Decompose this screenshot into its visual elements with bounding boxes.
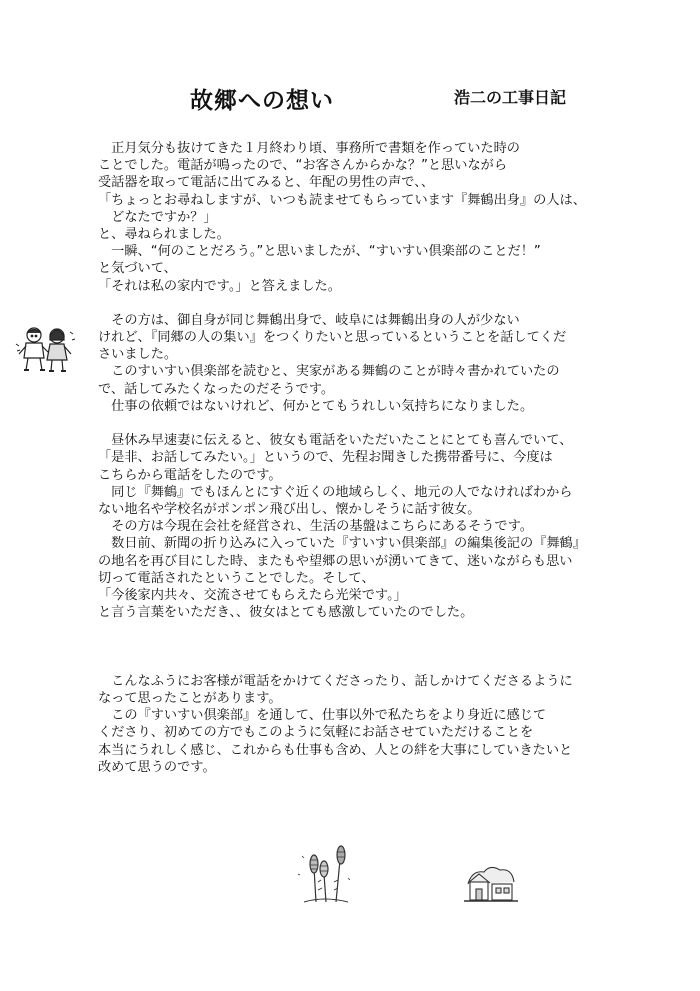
text-line: この『すいすい倶楽部』を通して、仕事以外で私たちをより身近に感じて (98, 708, 547, 724)
text-line: ことでした。電話が鳴ったので、“お客さんからかな？”と思いながら (98, 158, 508, 174)
text-line: こんなふうにお客様が電話をかけてくださったり、話しかけてくださるように (98, 673, 573, 689)
text-line: と、尋ねられました。 (98, 226, 230, 242)
text-line: 受話器を取って電話に出てみると、年配の男性の声で、、 (98, 175, 435, 191)
text-line: の地名を再び目にした時、またもや望郷の思いが湧いてきて、迷いながらも思い (98, 553, 573, 569)
text-line: 「ちょっとお尋ねしますが、いつも読ませてもらっています『舞鶴出身』の人は、 (98, 192, 586, 208)
text-line: で、話してみたくなったのだそうです。 (98, 381, 335, 397)
text-line: どなたですか？」 (98, 209, 217, 225)
paragraph-gap (98, 295, 698, 312)
paragraph-4 (98, 673, 698, 776)
paragraph-gap (98, 638, 698, 655)
text-line: このすいすい倶楽部を読むと、実家がある舞鶴のことが時々書かれていたの (98, 364, 560, 380)
text-line: 改めて思うのです。 (98, 759, 216, 775)
text-line: 一瞬、“何のことだろう。”と思いましたが、“すいすい倶楽部のことだ！” (98, 244, 541, 260)
children-walking-icon (14, 324, 76, 376)
paragraph-gap (98, 621, 698, 638)
article-body (98, 140, 698, 776)
text-line: その方は今現在会社を経営され、生活の基盤はこちらにあるそうです。 (98, 519, 533, 535)
text-line: 「是非、お話してみたい。」というので、先程お聞きした携帯番号に、今度は (98, 450, 553, 466)
text-line: なって思ったことがあります。 (98, 691, 282, 706)
text-line: と気づいて、 (98, 261, 177, 277)
horsetail-sprouts-icon (290, 838, 358, 906)
text-line: ない地名や学校名がポンポン飛び出し、懐かしそうに話す彼女。 (98, 501, 481, 517)
page-title: 故郷への想い (190, 88, 334, 114)
text-line: さいました。 (98, 347, 178, 363)
paragraph-2 (98, 312, 698, 415)
text-line: 同じ『舞鶴』でもほんとにすぐ近くの地域らしく、地元の人でなければわから (98, 484, 573, 500)
paragraph-3 (98, 432, 698, 621)
text-line: 仕事の依頼ではないけれど、何かとてもうれしい気持ちになりました。 (98, 398, 534, 414)
text-line: 昼休み早速妻に伝えると、彼女も電話をいただいたことにとても喜んでいて、 (98, 433, 573, 449)
text-line: くださり、初めての方でもこのように気軽にお話させていただけることを (98, 725, 534, 741)
column-name: 浩二の工事日記 (454, 88, 567, 107)
paragraph-gap (98, 415, 698, 432)
text-line: 数日前、新聞の折り込みに入っていた『すいすい倶楽部』の編集後記の『舞鶴』 (98, 536, 586, 552)
text-line: と言う言葉をいただき、、彼女はとても感激していたのでした。 (98, 605, 474, 621)
paragraph-1 (98, 140, 698, 295)
text-line: その方は、御自身が同じ舞鶴出身で、岐阜には舞鶴出身の人が少ない (98, 312, 520, 328)
text-line: 正月気分も抜けてきた１月終わり頃、事務所で書類を作っていた時の (98, 141, 520, 156)
text-line: 「それは私の家内です。」と答えました。 (98, 278, 341, 294)
house-scene-icon (462, 862, 520, 906)
text-line: こちらから電話をしたのです。 (98, 467, 282, 483)
text-line: 本当にうれしく感じ、これからも仕事も含め、人との絆を大事にしていきたいと (98, 742, 573, 758)
text-line: けれど、『同郷の人の集い』をつくりたいと思っているということを話してくだ (98, 330, 567, 346)
text-line: 「今後家内共々、交流させてもらえたら光栄です。」 (98, 587, 407, 603)
paragraph-gap (98, 656, 698, 673)
text-line: 切って電話されたということでした。そして、 (98, 570, 375, 586)
